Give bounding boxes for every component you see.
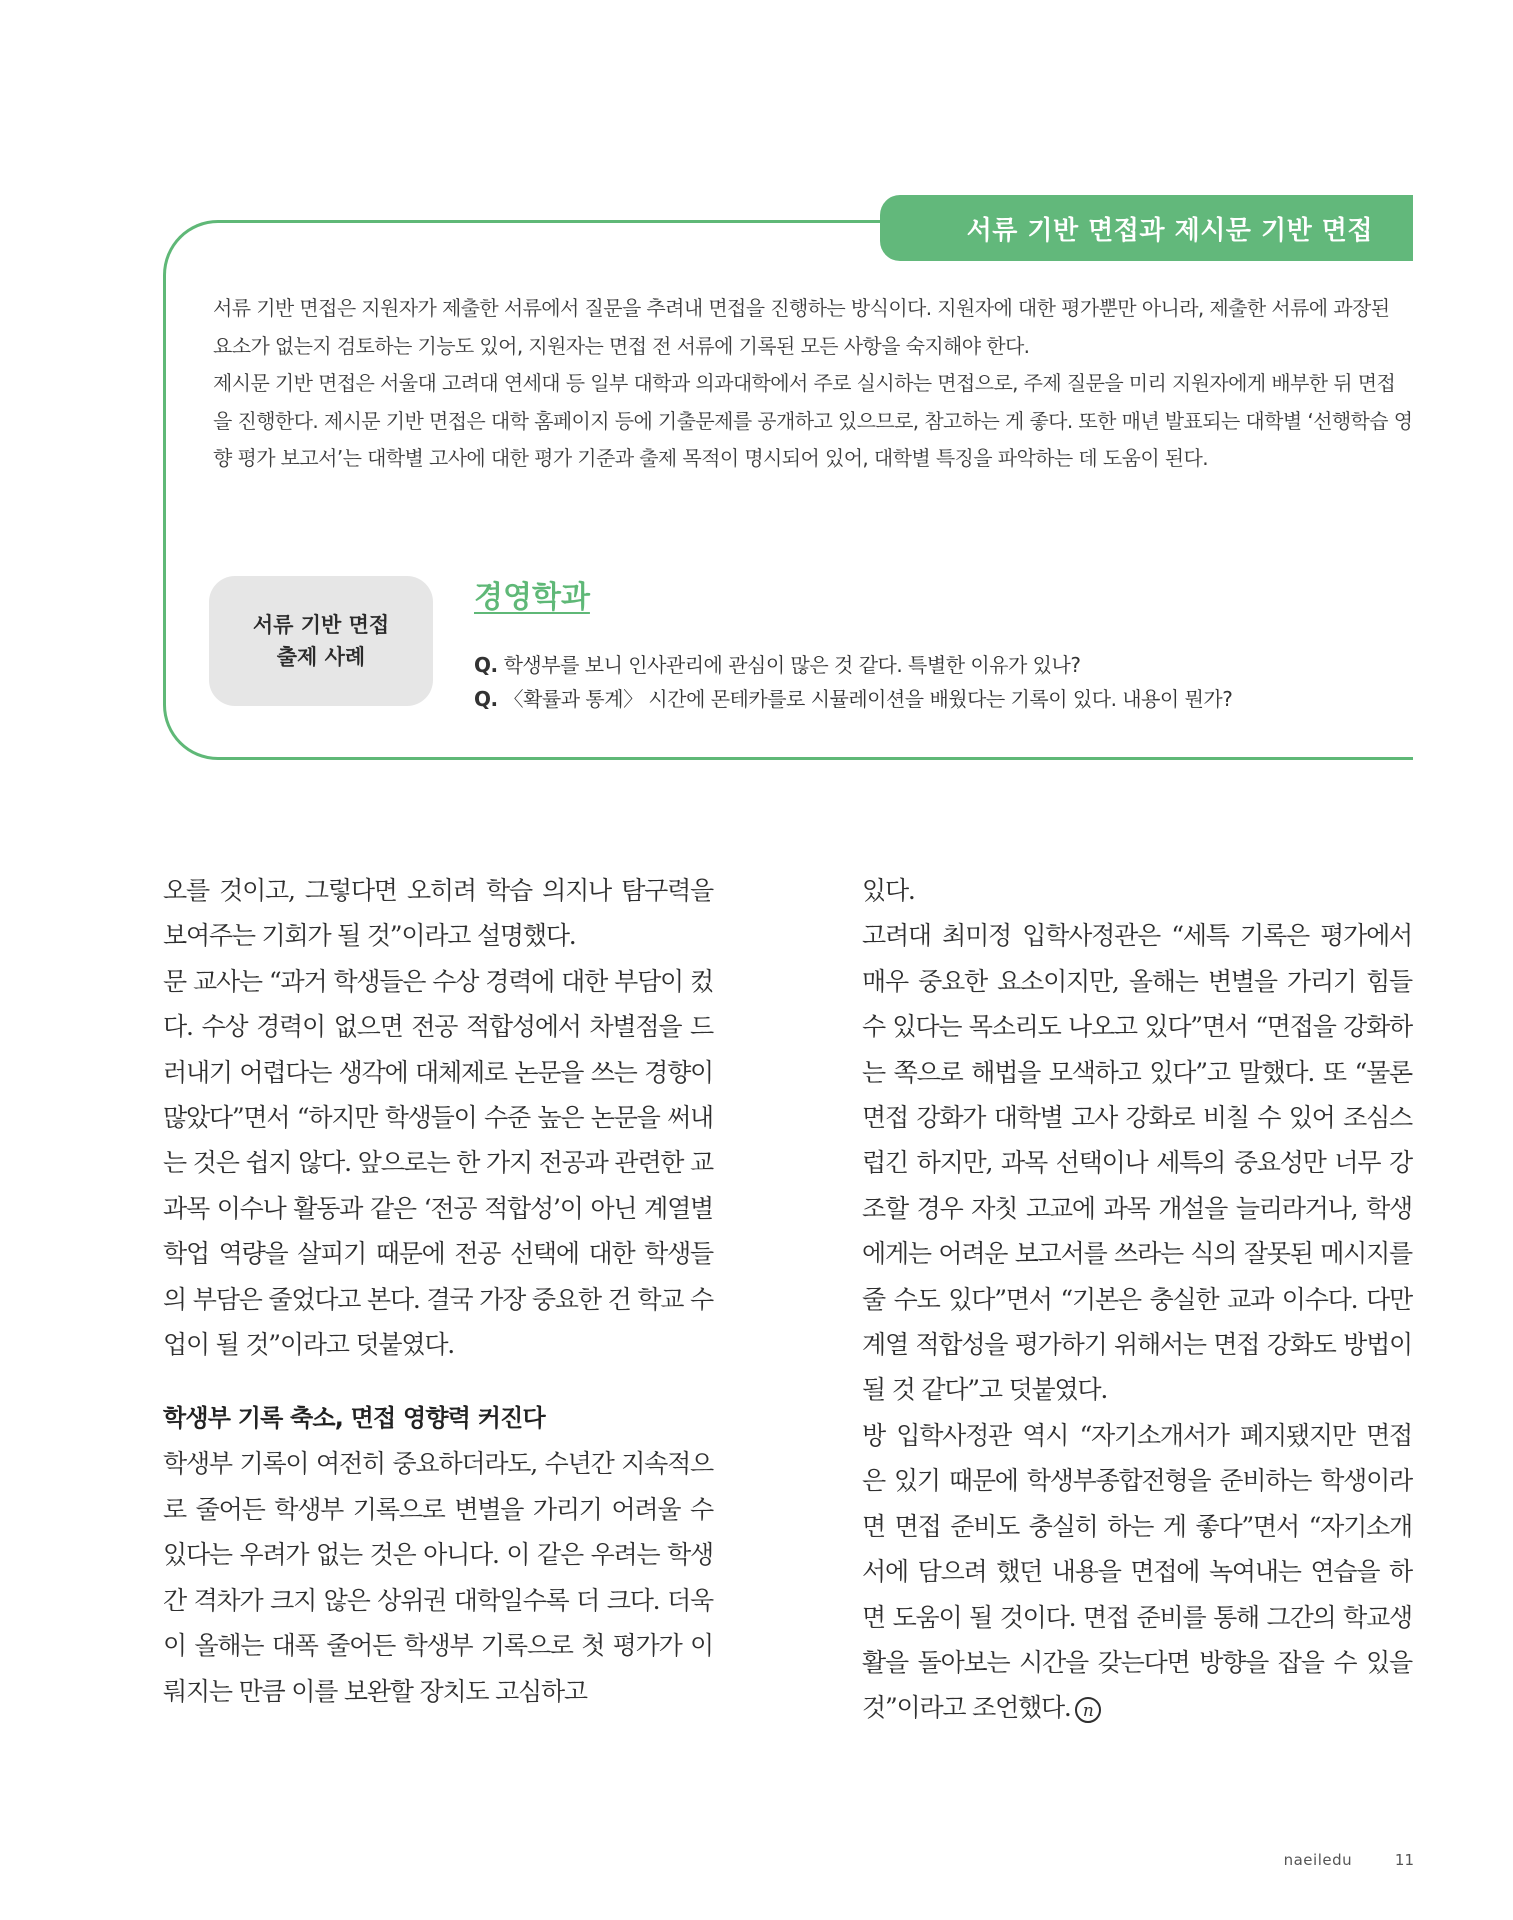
question-text: 〈확률과 통계〉 시간에 몬테카를로 시뮬레이션을 배웠다는 기록이 있다. 내용이 뭔가? xyxy=(503,687,1233,711)
page-number: 11 xyxy=(1394,1851,1414,1869)
footer-brand: naeiledu xyxy=(1283,1851,1353,1869)
intro-paragraph: 서류 기반 면접은 지원자가 제출한 서류에서 질문을 추려내 면접을 진행하는 방식이다. 지원자에 대한 평가뿐만 아니라, 제출한 서류에 과장된 요소가 없는지 검토하는 기능도 있어, 지원자는 면접 전 서류에 기록된 모든 사항을 숙지해야 한다. xyxy=(213,296,1390,358)
article-paragraph-text: 방 입학사정관 역시 “자기소개서가 폐지됐지만 면접은 있기 때문에 학생부종합전형을 준비하는 학생이라면 면접 준비도 충실히 하는 게 좋다”면서 “자기소개서에 담으려 했던 내용을 면접에 녹여내는 연습을 하면 도움이 될 것이다. 면접 준비를 통해 그간의 학교생활을 돌아보는 시간을 갖는다면 방향을 잡을 수 있을 것”이라고 조언했다. xyxy=(862,1420,1412,1723)
article-column-right xyxy=(862,868,1412,1731)
article-paragraph xyxy=(862,1413,1412,1731)
question-item xyxy=(474,682,1374,716)
article-paragraph: 학생부 기록이 여전히 중요하더라도, 수년간 지속적으로 줄어든 학생부 기록으로 변별을 가리기 어려울 수 있다는 우려가 없는 것은 아니다. 이 같은 우려는 학생 간 격차가 크지 않은 상위권 대학일수록 더 크다. 더욱이 올해는 대폭 줄어든 학생부 기록으로 첫 평가가 이뤄지는 만큼 이를 보완할 장치도 고심하고 xyxy=(163,1449,713,1706)
page-footer xyxy=(1284,1851,1414,1869)
example-label-badge xyxy=(209,576,433,706)
example-label-line2: 출제 사례 xyxy=(276,645,366,669)
section-subheading: 학생부 기록 축소, 면접 영향력 커진다 xyxy=(163,1404,545,1433)
article-paragraph: 문 교사는 “과거 학생들은 수상 경력에 대한 부담이 컸다. 수상 경력이 없으면 전공 적합성에서 차별점을 드러내기 어렵다는 생각에 대체제로 논문을 쓰는 경향이 많았다”면서 “하지만 학생들이 수준 높은 논문을 써내는 것은 쉽지 않다. 앞으로는 한 가지 전공과 관련한 교과목 이수나 활동과 같은 ‘전공 적합성’이 아닌 계열별 학업 역량을 살피기 때문에 전공 선택에 대한 학생들의 부담은 줄었다고 본다. 결국 가장 중요한 건 학교 수업이 될 것”이라고 덧붙였다. xyxy=(163,966,713,1360)
article-paragraph: 오를 것이고, 그렇다면 오히려 학습 의지나 탐구력을 보여주는 기회가 될 것”이라고 설명했다. xyxy=(163,876,713,951)
department-title: 경영학과 xyxy=(474,580,590,615)
article-paragraph: 있다. xyxy=(862,876,915,905)
question-list xyxy=(474,648,1374,716)
example-label-line1: 서류 기반 면접 xyxy=(252,613,390,637)
info-box-intro xyxy=(213,290,1413,478)
intro-paragraph: 제시문 기반 면접은 서울대 고려대 연세대 등 일부 대학과 의과대학에서 주로 실시하는 면접으로, 주제 질문을 미리 지원자에게 배부한 뒤 면접을 진행한다. 제시문 기반 면접은 대학 홈페이지 등에 기출문제를 공개하고 있으므로, 참고하는 게 좋다. 또한 매년 발표되는 대학별 ‘선행학습 영향 평가 보고서’는 대학별 고사에 대한 평가 기준과 출제 목적이 명시되어 있어, 대학별 특징을 파악하는 데 도움이 된다. xyxy=(213,371,1413,470)
article-paragraph: 고려대 최미정 입학사정관은 “세특 기록은 평가에서 매우 중요한 요소이지만, 올해는 변별을 가리기 힘들 수 있다는 목소리도 나오고 있다”면서 “면접을 강화하는 쪽으로 해법을 모색하고 있다”고 말했다. 또 “물론 면접 강화가 대학별 고사 강화로 비칠 수 있어 조심스럽긴 하지만, 과목 선택이나 세특의 중요성만 너무 강조할 경우 자칫 고교에 과목 개설을 늘리라거나, 학생에게는 어려운 보고서를 쓰라는 식의 잘못된 메시지를 줄 수도 있다”면서 “기본은 충실한 교과 이수다. 다만 계열 적합성을 평가하기 위해서는 면접 강화도 방법이 될 것 같다”고 덧붙였다. xyxy=(862,921,1412,1405)
question-text: 학생부를 보니 인사관리에 관심이 많은 것 같다. 특별한 이유가 있나? xyxy=(503,653,1081,677)
article-column-left xyxy=(163,868,713,1714)
question-item xyxy=(474,648,1374,682)
info-box-title: 서류 기반 면접과 제시문 기반 면접 xyxy=(966,215,1373,246)
article-end-mark-icon: n xyxy=(1075,1697,1101,1723)
question-marker: Q. xyxy=(474,653,498,677)
question-marker: Q. xyxy=(474,687,498,711)
info-box-tab xyxy=(880,195,1413,261)
